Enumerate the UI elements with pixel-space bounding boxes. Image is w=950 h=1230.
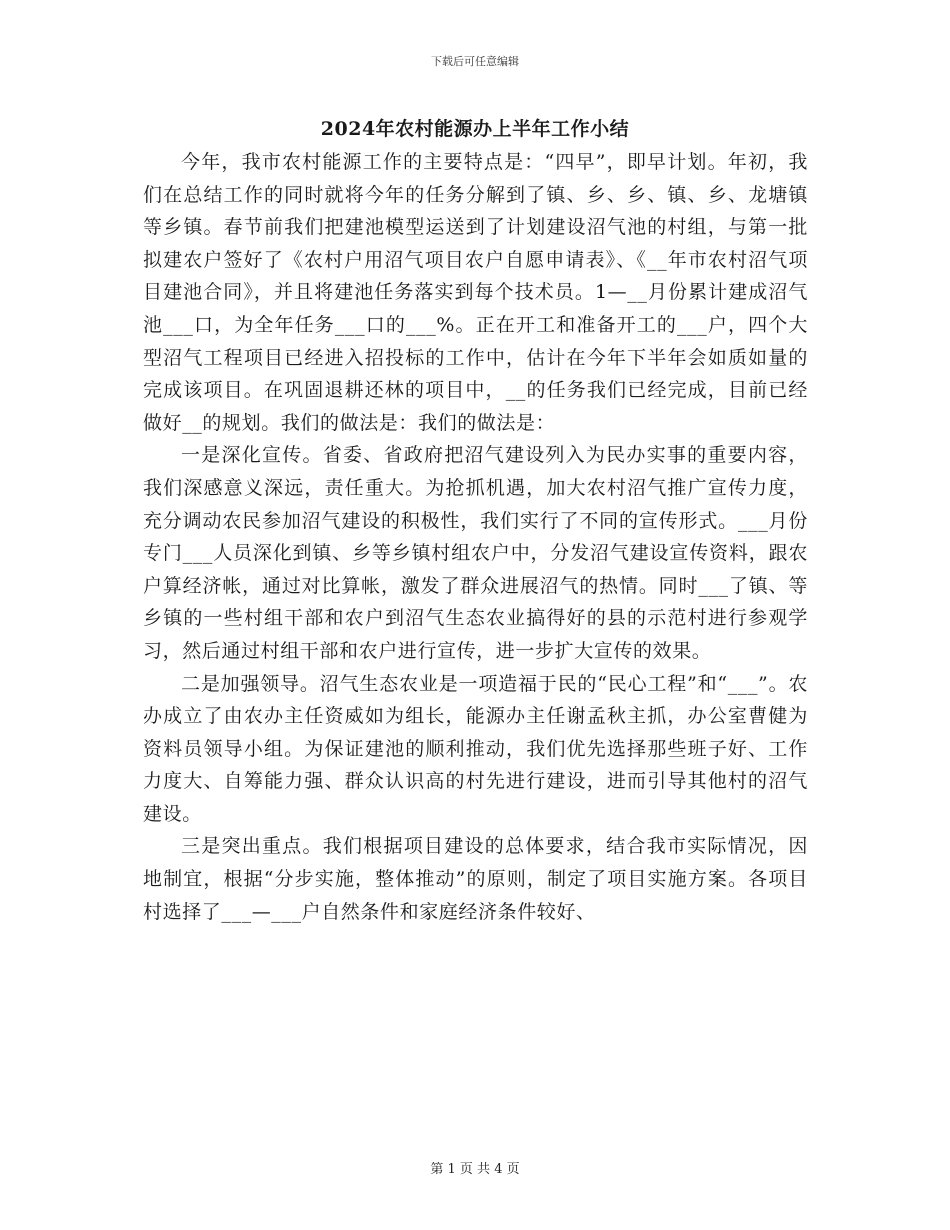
paragraph-3: 二是加强领导。沼气生态农业是一项造福于民的“民心工程”和“___”。农办成立了由农办主任资威如为组长，能源办主任谢孟秋主抓，办公室曹健为资料员领导小组。为保证建池的顺利推动，我们优先选择那些班子好、工作力度大、自筹能力强、群众认识高的村先进行建设，进而引导其他村的沼气建设。 (143, 672, 808, 825)
document-title: 2024年农村能源办上半年工作小结 (320, 118, 630, 140)
paragraph-1: 今年，我市农村能源工作的主要特点是：“四早”，即早计划。年初，我们在总结工作的同时就将今年的任务分解到了镇、乡、乡、镇、乡、龙塘镇等乡镇。春节前我们把建池模型运送到了计划建设沼气池的村组，与第一批拟建农户签好了《农村户用沼气项目农户自愿申请表》、《__年市农村沼气项目建池合同》，并且将建池任务落实到每个技术员。1—__月份累计建成沼气池___口，为全年任务___口的___%。正在开工和准备开工的___户，四个大型沼气工程项目已经进入招投标的工作中，估计在今年下半年会如质如量的完成该项目。在巩固退耕还林的项目中，__的任务我们已经完成，目前已经做好__的规划。我们的做法是：我们的做法是： (143, 151, 808, 434)
header-note: 下载后可任意编辑 (431, 55, 519, 68)
paragraph-2: 一是深化宣传。省委、省政府把沼气建设列入为民办实事的重要内容，我们深感意义深远，责任重大。为抢抓机遇，加大农村沼气推广宣传力度，充分调动农民参加沼气建设的积极性，我们实行了不同的宣传形式。___月份专门___人员深化到镇、乡等乡镇村组农户中，分发沼气建设宣传资料，跟农户算经济帐，通过对比算帐，激发了群众进展沼气的热情。同时___了镇、等乡镇的一些村组干部和农户到沼气生态农业搞得好的县的示范村进行参观学习，然后通过村组干部和农户进行宣传，进一步扩大宣传的效果。 (143, 444, 808, 662)
paragraph-4: 三是突出重点。我们根据项目建设的总体要求，结合我市实际情况，因地制宜，根据“分步实施，整体推动”的原则，制定了项目实施方案。各项目村选择了___—___户自然条件和家庭经济条件较好、 (143, 835, 808, 923)
page-number: 第 1 页 共 4 页 (430, 1162, 520, 1177)
document-body (143, 146, 808, 928)
